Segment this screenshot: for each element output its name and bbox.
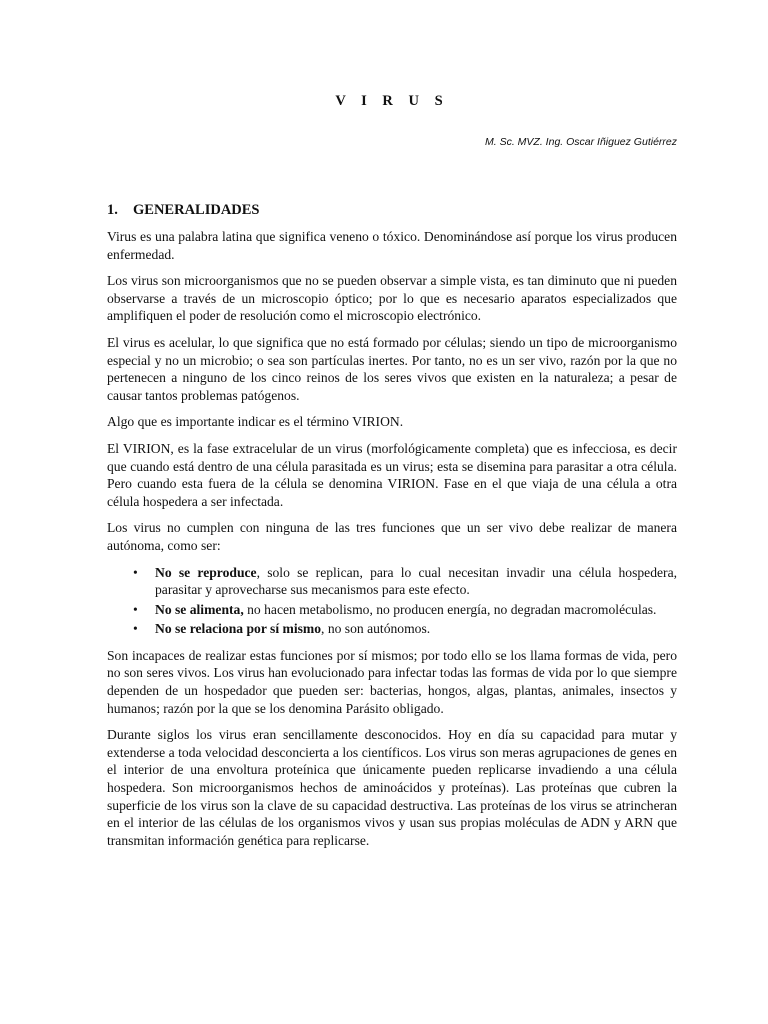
document-title: V I R U S xyxy=(335,93,449,109)
list-item xyxy=(133,620,677,638)
list-item-bold: No se relaciona por sí mismo xyxy=(155,621,322,637)
bullet-list xyxy=(107,564,677,638)
paragraph: Son incapaces de realizar estas funciones por sí mismos; por todo ello se los llama formas de vida, pero no son seres vivos. Los virus han evolucionado para infectar todas las formas de vida por lo que siempre dependen de un hospedador que pueden ser: bacterias, hongos, algas, plantas, animales, insectos y humanos; razón por la que se los denomina Parásito obligado. xyxy=(107,647,677,716)
list-item-text: , no son autónomos. xyxy=(321,621,431,637)
document-body xyxy=(107,202,677,858)
bullet-icon: • xyxy=(133,621,138,637)
section-number: 1. xyxy=(107,202,118,218)
list-item xyxy=(133,601,677,619)
list-item-bold: No se alimenta, xyxy=(155,601,244,617)
paragraph: El VIRION, es la fase extracelular de un virus (morfológicamente completa) que es infecciosa, es decir que cuando está dentro de una célula parasitada es un virus; esta se disemina para parasitar a otra célula. Pero cuando esta fuera de la célula se denomina VIRION. Fase en el que viaja de una célula a otra célula hospedera a ser infectada. xyxy=(107,440,677,509)
list-item-bold: No se reproduce xyxy=(155,564,257,580)
list-item-text: no hacen metabolismo, no producen energía, no degradan macromoléculas. xyxy=(243,601,657,617)
list-item xyxy=(133,564,678,599)
section-title: GENERALIDADES xyxy=(133,202,260,218)
list-item-text: , solo se replican, para lo cual necesitan invadir una célula hospedera, parasitar y aprovecharse sus mecanismos para este efecto. xyxy=(155,564,678,598)
paragraph: Virus es una palabra latina que significa veneno o tóxico. Denominándose así porque los virus producen enfermedad. xyxy=(107,229,677,262)
paragraph: Los virus no cumplen con ninguna de las tres funciones que un ser vivo debe realizar de manera autónoma, como ser: xyxy=(107,520,677,553)
section-heading xyxy=(107,202,677,219)
bullet-icon: • xyxy=(133,601,138,617)
paragraph: Los virus son microorganismos que no se pueden observar a simple vista, es tan diminuto que ni pueden observarse a través de un microscopio óptico; por lo que es necesario aparatos especializados que amplifiquen el poder de resolución como el microscopio electrónico. xyxy=(107,273,677,324)
paragraph: El virus es acelular, lo que significa que no está formado por células; siendo un tipo de microorganismo especial y no un microbio; o sea son partículas inertes. Por tanto, no es un ser vivo, razón por la que no pertenecen a ninguno de los cinco reinos de los seres vivos que existen en la naturaleza; a pesar de causar tantos problemas patógenos. xyxy=(107,334,677,403)
paragraph: Durante siglos los virus eran sencillamente desconocidos. Hoy en día su capacidad para mutar y extenderse a toda velocidad desconcierta a los científicos. Los virus son meras agrupaciones de genes en el interior de una envoltura proteínica que únicamente pueden replicarse invadiendo a una célula hospedera. Son microorganismos hechos de aminoácidos y proteínas). Las proteínas que cubren la superficie de los virus son la clave de su capacidad destructiva. Las proteínas de los virus se atrincheran en el interior de las células de los organismos vivos y usan sus propias moléculas de ADN y ARN que transmitan información genética para replicarse. xyxy=(107,727,677,848)
paragraph: Algo que es importante indicar es el término VIRION. xyxy=(107,414,404,430)
bullet-icon: • xyxy=(133,564,138,580)
author-line: M. Sc. MVZ. Ing. Oscar Iñiguez Gutiérrez xyxy=(485,136,677,148)
